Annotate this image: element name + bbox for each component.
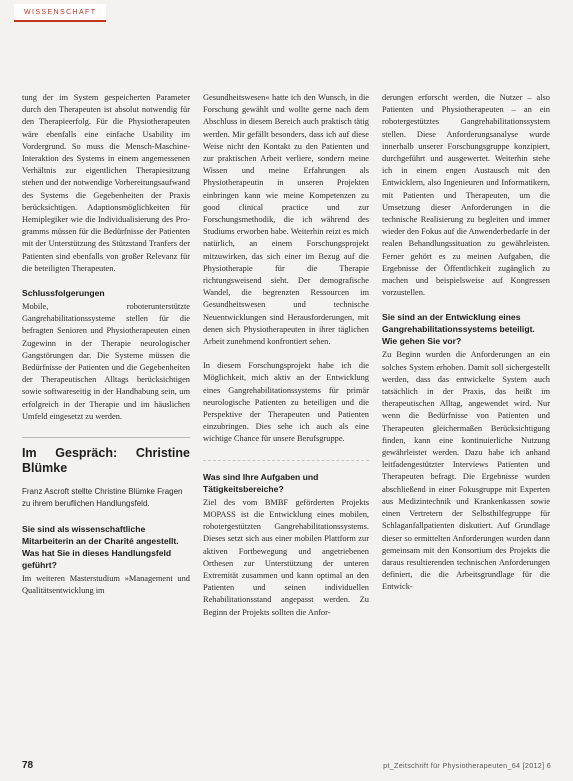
paragraph: Im weiteren Masterstudium »Management und Qualitätsentwicklung im — [22, 574, 190, 596]
paragraph: derungen erforscht werden, die Nutzer – also Patienten und Physiotherapeuten – an ein robotergestütztes Gangrehabilitationssystem stellen. Diese Anforderungsanalyse wurde innerhalb unserer Forschungsgruppe konzipiert, durchgeführt und ausgewertet. Weiterhin stehe ich in einem engen Austausch mit den Entwicklern, also Ingenieuren und Informatikern, mit Patienten und Therapeuten, um die Umsetzung dieser Anforderungen in die technische Realisierung zu begleiten und immer wieder den Fokus auf die Anwenderbedarfe in der realen Behandlungssituation zu gewährleisten. Ferner gehört es zu meinen Aufgaben, die Ergebnisse der Öffentlichkeit zugänglich zu machen und beispielsweise auf Kongressen vorzustellen. — [382, 93, 550, 298]
paragraph: Gesundheitswesen« hatte ich den Wunsch, in die Forschung gewählt und wollte gerne nach dem Abschluss in diesem Bereich auch praktisch tätig werden. Mir gefällt besonders, dass ich auf diese Weise nicht den Kontakt zu den Patienten und zur praktischen Arbeit verliere, sondern meine Wissen und meine Erfahrungen als Physiotherapeutin in unseren Projekten einbringen kann wie meine Kompetenzen zu good clinical practice und zur Forschungsmethodik, die ich während des Studiums erworben habe. Weiterhin reizt es mich natürlich, an einem Forschungsprojekt mitzuwirken, das sich einer im Bezug auf die Physiotherapie für die Therapie richtungsweisend sieht. Der demografische Wandel, die begrenzten Ressourcen im Gesundheitswesen und technische Neuentwicklungen sind Herausforderungen, mit denen sich Physiotherapeuten in ihrer täglichen Arbeit zunehmend konfrontiert sehen. — [203, 93, 369, 347]
column-3 — [382, 92, 550, 606]
interview-box — [22, 437, 190, 597]
question-heading: Sie sind an der Entwicklung eines Gangrehabilitationssystems beteiligt. Wie gehen Sie vor? — [382, 312, 535, 347]
paragraph: tung der im System gespeicherten Parameter durch den Therapeuten ist absolut notwendig für den Therapieerfolg. Für die Physiotherapeuten wäre ebenfalls eine einfache Usability im Vordergrund. So muss die Mensch-Maschine-Interaktion des Systems in einem angemessenen Verhältnis zur eigentlichen Therapiesitzung stehen und der notwendige Vorbereitungsaufwand des Systems die Gegebenheiten der Praxis berücksichtigen. Adaptionsmöglichkeiten für Hemiplegiker wie die Individualisierung des Programms müssen für die Bedürfnisse der Patienten mit der Unterstützung des Stützstand Tranfers der Patienten sind ebenfalls von großer Relevanz für die beteiligten Therapeuten. — [22, 93, 190, 273]
heading-schlussfolgerungen: Schlussfolgerungen — [22, 288, 105, 299]
journal-citation: pt_Zeitschrift für Physiotherapeuten_64 [2012] 6 — [383, 761, 551, 770]
question-heading: Sie sind als wissenschaftliche Mitarbeiterin an der Charité angestellt. Was hat Sie in dieses Handlungsfeld geführt? — [22, 524, 179, 571]
section-label: WISSENSCHAFT — [24, 8, 97, 16]
page-number: 78 — [22, 760, 34, 771]
paragraph: Ziel des vom BMBF geförderten Projekts MOPASS ist die Entwicklung eines mobilen, robotergestützten Gangrehabilitationssystems. Dieses setzt sich aus einer mobilen Plattform zur aktiven Fortbewegung und angetriebenen Orthesen zur Unterstützung der unteren Extremität zusammen und kann optimal an den Patienten und seinen individuellen Rehabilitationsstand angepasst werden. Zu Beginn der Projekts sollten die Anfor- — [203, 497, 369, 617]
paragraph: Mobile, roboterunterstützte Gangrehabilitationssysteme stellen für die befragten Senioren und Physiotherapeuten einen Zugewinn in der Therapie neurologischer Gangstörungen dar. Die Systeme müssen die Bedürfnisse der Patienten und die Gegebenheiten der Therapeutischen Alltags berücksichtigen sowie softwareseitig in der Handhabung sein, um erfolgreich in der Therapie und im häuslichen Umfeld eingesetzt zu werden. — [22, 302, 190, 421]
paragraph: Zu Beginn wurden die Anforderungen an ein solches System erhoben. Damit soll sichergestellt werden, dass das entwickelte System auch tatsächlich in der Praxis, das heißt im therapeutischen Alltag, angewendet wird. Nur wenn die Bedürfnisse von Patienten und Therapeuten gleichermaßen Berücksichtigung finden, kann eine kontinuierliche Nutzung gewährleistet werden. Dazu habe ich anhand leitfadengestützter Interviews Patienten und Therapeuten befragt. Die Ergebnisse wurden abschließend in einer Fokusgruppe mit Experten aus Medizintechnik und Krankenkassen sowie einen Vertretern der Selbsthilfegruppe für Schlaganfallpatienten diskutiert. Auf Grundlage dieser so ermittelten Anforderungen wurden dann gemeinsam mit den Konsortium des Projekts die daraus resultierenden technischen Anforderungen definiert, die die Arbeitsgrundlage für die Entwick- — [382, 350, 550, 592]
paragraph: In diesem Forschungsprojekt habe ich die Möglichkeit, mich aktiv an der Entwicklung eines Gangrehabilitationssystems für primär neurologische Patienten zu beteiligen und die Perspektive der Therapeuten und Patienten einzubringen. Dies sehe ich auch als eine wichtige Chance für unsere Berufsgruppe. — [203, 361, 369, 444]
page-footer — [22, 760, 551, 771]
section-header — [14, 4, 106, 22]
column-2 — [203, 92, 369, 631]
interview-lead: Franz Ascroft stellte Christine Blümke Fragen zu ihrem beruflichen Handlungsfeld. — [22, 487, 183, 508]
column-1 — [22, 92, 190, 609]
interview-title: Im Gespräch: Christine Blümke — [22, 446, 190, 476]
question-heading: Was sind Ihre Aufgaben und Tätigkeitsbereiche? — [203, 471, 319, 494]
divider — [203, 460, 369, 461]
